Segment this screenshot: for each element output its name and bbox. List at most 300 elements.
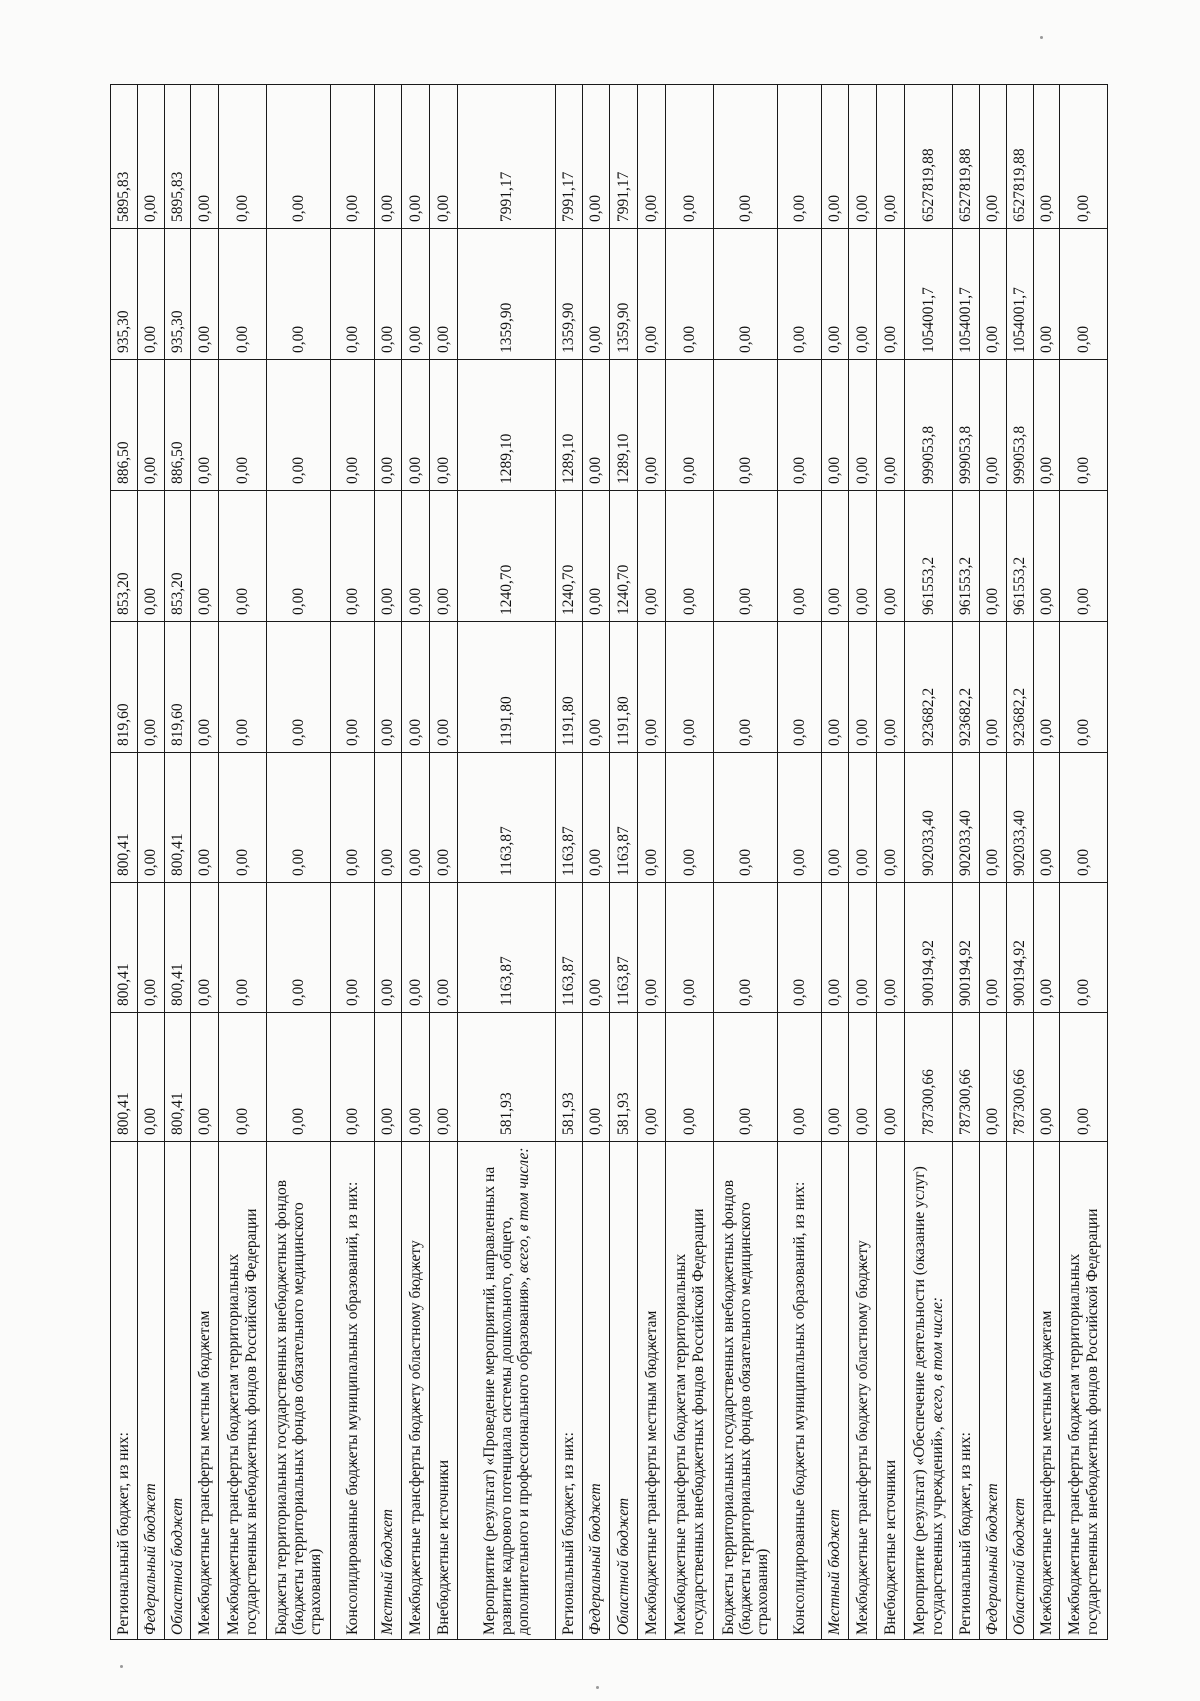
value-cell: 0,00 [191,229,219,360]
value-cell: 0,00 [877,229,905,360]
value-cell: 0,00 [219,229,267,360]
row-label [980,1142,1007,1640]
row-label [111,1142,138,1640]
value-cell: 0,00 [877,753,905,883]
value-cell: 1163,87 [458,883,556,1013]
value-cell: 1240,70 [610,491,638,622]
value-cell: 0,00 [430,753,458,883]
row-label [905,1142,953,1640]
value-cell: 0,00 [1060,1013,1108,1142]
value-cell: 0,00 [219,883,267,1013]
row-label-text: Консолидированные бюджеты муниципальных образований, из них: [343,1181,361,1635]
row-label-text: Мероприятие (результат) «Обеспечение деятельности (оказание услуг) государственных учреждений», [911,1166,946,1635]
rotated-table-frame [110,85,1101,1640]
row-label-text: Межбюджетные трансферты бюджетам территориальных государственных внебюджетных фондов Российской Федерации [225,1208,260,1635]
row-label [714,1142,778,1640]
row-label-text: Региональный бюджет, из них: [115,1432,133,1635]
value-cell: 787300,66 [953,1013,980,1142]
value-cell: 0,00 [138,1013,165,1142]
value-cell: 0,00 [714,753,778,883]
value-cell: 0,00 [375,229,402,360]
row-label [267,1142,331,1640]
value-cell: 0,00 [822,1013,849,1142]
value-cell: 0,00 [638,1013,666,1142]
value-cell: 0,00 [430,622,458,753]
value-cell: 0,00 [778,1013,822,1142]
value-cell: 581,93 [458,1013,556,1142]
row-label-text: Внебюджетные источники [881,1459,899,1635]
value-cell: 0,00 [714,491,778,622]
value-cell: 7991,17 [458,85,556,229]
row-label [953,1142,980,1640]
value-cell: 886,50 [111,360,138,491]
row-label-text: Бюджеты территориальных государственных внебюджетных фондов (бюджеты территориальных фондов обязательного медицинского страхования) [719,1179,772,1635]
value-cell: 0,00 [583,753,610,883]
value-cell: 961553,2 [1007,491,1034,622]
value-cell: 0,00 [1060,360,1108,491]
value-cell: 0,00 [849,883,877,1013]
row-label-text: Региональный бюджет, из них: [957,1432,975,1635]
value-cell: 0,00 [1034,229,1060,360]
value-cell: 0,00 [666,360,714,491]
value-cell: 0,00 [638,622,666,753]
table-row [375,85,402,1640]
value-cell: 0,00 [375,753,402,883]
value-cell: 0,00 [1034,753,1060,883]
value-cell: 1289,10 [556,360,583,491]
value-cell: 935,30 [165,229,191,360]
value-cell: 0,00 [822,753,849,883]
value-cell: 0,00 [666,622,714,753]
row-label-text: Областной бюджет [168,1497,186,1635]
table-row [267,85,331,1640]
table-row [556,85,583,1640]
value-cell: 0,00 [267,85,331,229]
value-cell: 0,00 [1060,622,1108,753]
value-cell: 0,00 [267,753,331,883]
value-cell: 1289,10 [458,360,556,491]
table-row [877,85,905,1640]
value-cell: 0,00 [583,360,610,491]
value-cell: 0,00 [849,491,877,622]
value-cell: 923682,2 [953,622,980,753]
value-cell: 0,00 [778,360,822,491]
value-cell: 0,00 [331,883,375,1013]
value-cell: 0,00 [1034,1013,1060,1142]
table-row [583,85,610,1640]
table-row [430,85,458,1640]
value-cell: 0,00 [666,229,714,360]
value-cell: 0,00 [877,85,905,229]
value-cell: 1191,80 [458,622,556,753]
scan-speck [120,1665,123,1668]
value-cell: 0,00 [778,491,822,622]
value-cell: 1359,90 [458,229,556,360]
value-cell: 0,00 [638,85,666,229]
value-cell: 0,00 [402,622,430,753]
budget-table [110,84,1108,1640]
value-cell: 902033,40 [905,753,953,883]
value-cell: 0,00 [375,883,402,1013]
row-label-text: Мероприятие (результат) «Проведение мероприятий, направленных на развитие кадрового потенциала системы дошкольного, общего, дополнительного и профессионального образования», [480,1166,533,1635]
value-cell: 0,00 [714,229,778,360]
value-cell: 0,00 [822,622,849,753]
value-cell: 1163,87 [556,753,583,883]
value-cell: 0,00 [1034,360,1060,491]
value-cell: 0,00 [1060,85,1108,229]
table-row [905,85,953,1640]
row-label-text: Межбюджетные трансферты бюджету областному бюджету [853,1240,871,1635]
row-label [1034,1142,1060,1640]
value-cell: 5895,83 [111,85,138,229]
value-cell: 0,00 [267,229,331,360]
value-cell: 853,20 [165,491,191,622]
row-label [430,1142,458,1640]
row-label-text: Межбюджетные трансферты бюджетам территориальных государственных внебюджетных фондов Российской Федерации [1066,1208,1101,1635]
value-cell: 0,00 [138,753,165,883]
value-cell: 581,93 [556,1013,583,1142]
row-label-text: Межбюджетные трансферты бюджету областному бюджету [406,1240,424,1635]
value-cell: 0,00 [191,753,219,883]
value-cell: 0,00 [1034,85,1060,229]
table-row [219,85,267,1640]
row-label-text: Местный бюджет [379,1509,397,1635]
value-cell: 0,00 [267,1013,331,1142]
row-label [138,1142,165,1640]
row-label-text: Внебюджетные источники [434,1459,452,1635]
value-cell: 0,00 [375,622,402,753]
value-cell: 1359,90 [610,229,638,360]
table-row [953,85,980,1640]
row-label [1060,1142,1108,1640]
row-label-text: Межбюджетные трансферты бюджетам территориальных государственных внебюджетных фондов Российской Федерации [672,1208,707,1635]
value-cell: 0,00 [638,229,666,360]
table-row [980,85,1007,1640]
value-cell: 0,00 [331,1013,375,1142]
row-label [849,1142,877,1640]
value-cell: 0,00 [430,491,458,622]
value-cell: 0,00 [219,360,267,491]
value-cell: 0,00 [714,622,778,753]
value-cell: 819,60 [165,622,191,753]
row-label [331,1142,375,1640]
value-cell: 0,00 [666,85,714,229]
value-cell: 0,00 [138,229,165,360]
value-cell: 0,00 [714,883,778,1013]
row-label-text: Региональный бюджет, из них: [560,1432,578,1635]
value-cell: 0,00 [877,360,905,491]
value-cell: 787300,66 [905,1013,953,1142]
table-row [638,85,666,1640]
value-cell: 0,00 [191,622,219,753]
value-cell: 0,00 [849,229,877,360]
value-cell: 0,00 [402,85,430,229]
row-label [219,1142,267,1640]
value-cell: 0,00 [191,1013,219,1142]
value-cell: 0,00 [402,883,430,1013]
value-cell: 0,00 [822,229,849,360]
value-cell: 0,00 [666,753,714,883]
row-label-text: Консолидированные бюджеты муниципальных образований, из них: [790,1181,808,1635]
value-cell: 0,00 [778,85,822,229]
value-cell: 0,00 [583,85,610,229]
value-cell: 0,00 [583,491,610,622]
table-row [331,85,375,1640]
value-cell: 0,00 [1034,622,1060,753]
value-cell: 0,00 [191,883,219,1013]
value-cell: 886,50 [165,360,191,491]
value-cell: 0,00 [980,883,1007,1013]
budget-table-body [111,85,1108,1640]
value-cell: 800,41 [165,1013,191,1142]
value-cell: 0,00 [267,491,331,622]
value-cell: 0,00 [1060,753,1108,883]
value-cell: 0,00 [666,491,714,622]
value-cell: 581,93 [610,1013,638,1142]
value-cell: 0,00 [430,360,458,491]
value-cell: 999053,8 [905,360,953,491]
scan-speck [1040,36,1043,39]
value-cell: 923682,2 [1007,622,1034,753]
value-cell: 0,00 [638,753,666,883]
value-cell: 0,00 [778,622,822,753]
value-cell: 0,00 [980,491,1007,622]
row-label [778,1142,822,1640]
table-row [1034,85,1060,1640]
table-row [191,85,219,1640]
value-cell: 1191,80 [556,622,583,753]
value-cell: 800,41 [165,883,191,1013]
value-cell: 787300,66 [1007,1013,1034,1142]
value-cell: 0,00 [138,883,165,1013]
row-label [822,1142,849,1640]
table-row [138,85,165,1640]
value-cell: 0,00 [331,85,375,229]
value-cell: 0,00 [219,753,267,883]
value-cell: 0,00 [1060,491,1108,622]
value-cell: 0,00 [822,491,849,622]
value-cell: 0,00 [1034,491,1060,622]
value-cell: 0,00 [822,85,849,229]
value-cell: 900194,92 [953,883,980,1013]
table-row [666,85,714,1640]
value-cell: 0,00 [191,360,219,491]
row-label [583,1142,610,1640]
row-label-text: Федеральный бюджет [984,1483,1002,1635]
value-cell: 900194,92 [905,883,953,1013]
row-label [877,1142,905,1640]
value-cell: 0,00 [138,491,165,622]
value-cell: 923682,2 [905,622,953,753]
value-cell: 0,00 [849,622,877,753]
row-label-text: Федеральный бюджет [142,1483,160,1635]
value-cell: 0,00 [402,229,430,360]
row-label [556,1142,583,1640]
value-cell: 6527819,88 [1007,85,1034,229]
value-cell: 0,00 [877,622,905,753]
row-label [458,1142,556,1640]
value-cell: 5895,83 [165,85,191,229]
value-cell: 0,00 [331,753,375,883]
row-label-italic-tail: всего, в том числе: [928,1296,946,1423]
value-cell: 0,00 [666,1013,714,1142]
row-label-text: Межбюджетные трансферты местным бюджетам [642,1310,660,1635]
value-cell: 0,00 [583,622,610,753]
value-cell: 0,00 [138,360,165,491]
value-cell: 0,00 [877,1013,905,1142]
value-cell: 0,00 [331,360,375,491]
scan-speck [596,1686,599,1689]
value-cell: 0,00 [638,883,666,1013]
table-row [849,85,877,1640]
row-label-text: Областной бюджет [1011,1497,1029,1635]
value-cell: 0,00 [583,883,610,1013]
table-row [778,85,822,1640]
value-cell: 0,00 [1060,229,1108,360]
value-cell: 902033,40 [953,753,980,883]
value-cell: 7991,17 [556,85,583,229]
table-row [714,85,778,1640]
table-row [111,85,138,1640]
value-cell: 999053,8 [953,360,980,491]
value-cell: 6527819,88 [905,85,953,229]
value-cell: 0,00 [138,622,165,753]
value-cell: 0,00 [822,883,849,1013]
table-row [1007,85,1034,1640]
value-cell: 0,00 [219,85,267,229]
value-cell: 1191,80 [610,622,638,753]
table-row [610,85,638,1640]
value-cell: 0,00 [666,883,714,1013]
value-cell: 0,00 [402,753,430,883]
value-cell: 0,00 [980,85,1007,229]
value-cell: 0,00 [714,85,778,229]
value-cell: 0,00 [583,229,610,360]
table-row [458,85,556,1640]
value-cell: 0,00 [331,622,375,753]
value-cell: 1163,87 [610,883,638,1013]
table-row [165,85,191,1640]
row-label-text: Местный бюджет [826,1509,844,1635]
value-cell: 853,20 [111,491,138,622]
value-cell: 0,00 [219,622,267,753]
value-cell: 800,41 [111,753,138,883]
value-cell: 0,00 [849,1013,877,1142]
value-cell: 0,00 [1060,883,1108,1013]
value-cell: 0,00 [402,1013,430,1142]
value-cell: 0,00 [638,491,666,622]
value-cell: 1240,70 [458,491,556,622]
value-cell: 1240,70 [556,491,583,622]
value-cell: 1163,87 [556,883,583,1013]
value-cell: 0,00 [714,1013,778,1142]
row-label [375,1142,402,1640]
row-label [1007,1142,1034,1640]
row-label-text: Областной бюджет [614,1497,632,1635]
value-cell: 0,00 [191,85,219,229]
value-cell: 900194,92 [1007,883,1034,1013]
value-cell: 0,00 [583,1013,610,1142]
value-cell: 961553,2 [953,491,980,622]
row-label-text: Межбюджетные трансферты местным бюджетам [195,1310,213,1635]
value-cell: 0,00 [877,491,905,622]
value-cell: 0,00 [778,753,822,883]
value-cell: 0,00 [980,753,1007,883]
value-cell: 0,00 [849,360,877,491]
value-cell: 0,00 [191,491,219,622]
value-cell: 0,00 [980,622,1007,753]
value-cell: 0,00 [778,883,822,1013]
value-cell: 961553,2 [905,491,953,622]
row-label-italic-tail: всего, в том числе: [515,1147,533,1273]
value-cell: 1163,87 [610,753,638,883]
value-cell: 0,00 [402,491,430,622]
value-cell: 0,00 [430,883,458,1013]
row-label-text: Межбюджетные трансферты местным бюджетам [1037,1310,1055,1635]
value-cell: 0,00 [402,360,430,491]
value-cell: 1289,10 [610,360,638,491]
value-cell: 800,41 [165,753,191,883]
value-cell: 800,41 [111,883,138,1013]
value-cell: 0,00 [219,491,267,622]
row-label [191,1142,219,1640]
row-label-text: Бюджеты территориальных государственных внебюджетных фондов (бюджеты территориальных фондов обязательного медицинского страхования) [272,1179,325,1635]
value-cell: 0,00 [375,85,402,229]
value-cell: 800,41 [111,1013,138,1142]
value-cell: 0,00 [980,1013,1007,1142]
value-cell: 1054001,7 [953,229,980,360]
value-cell: 999053,8 [1007,360,1034,491]
value-cell: 935,30 [111,229,138,360]
value-cell: 1163,87 [458,753,556,883]
value-cell: 7991,17 [610,85,638,229]
value-cell: 0,00 [980,229,1007,360]
value-cell: 902033,40 [1007,753,1034,883]
row-label [610,1142,638,1640]
row-label [638,1142,666,1640]
value-cell: 0,00 [375,360,402,491]
value-cell: 0,00 [219,1013,267,1142]
value-cell: 0,00 [267,360,331,491]
value-cell: 0,00 [638,360,666,491]
value-cell: 1359,90 [556,229,583,360]
table-row [402,85,430,1640]
value-cell: 0,00 [375,491,402,622]
value-cell: 0,00 [138,85,165,229]
value-cell: 0,00 [430,229,458,360]
value-cell: 0,00 [430,1013,458,1142]
value-cell: 0,00 [331,229,375,360]
value-cell: 0,00 [849,753,877,883]
value-cell: 0,00 [877,883,905,1013]
value-cell: 0,00 [849,85,877,229]
value-cell: 0,00 [822,360,849,491]
row-label [165,1142,191,1640]
row-label [666,1142,714,1640]
value-cell: 0,00 [375,1013,402,1142]
value-cell: 0,00 [714,360,778,491]
value-cell: 1054001,7 [905,229,953,360]
value-cell: 1054001,7 [1007,229,1034,360]
row-label-text: Федеральный бюджет [587,1483,605,1635]
value-cell: 0,00 [331,491,375,622]
row-label [402,1142,430,1640]
table-row [822,85,849,1640]
value-cell: 0,00 [267,622,331,753]
value-cell: 0,00 [430,85,458,229]
value-cell: 0,00 [1034,883,1060,1013]
value-cell: 0,00 [267,883,331,1013]
